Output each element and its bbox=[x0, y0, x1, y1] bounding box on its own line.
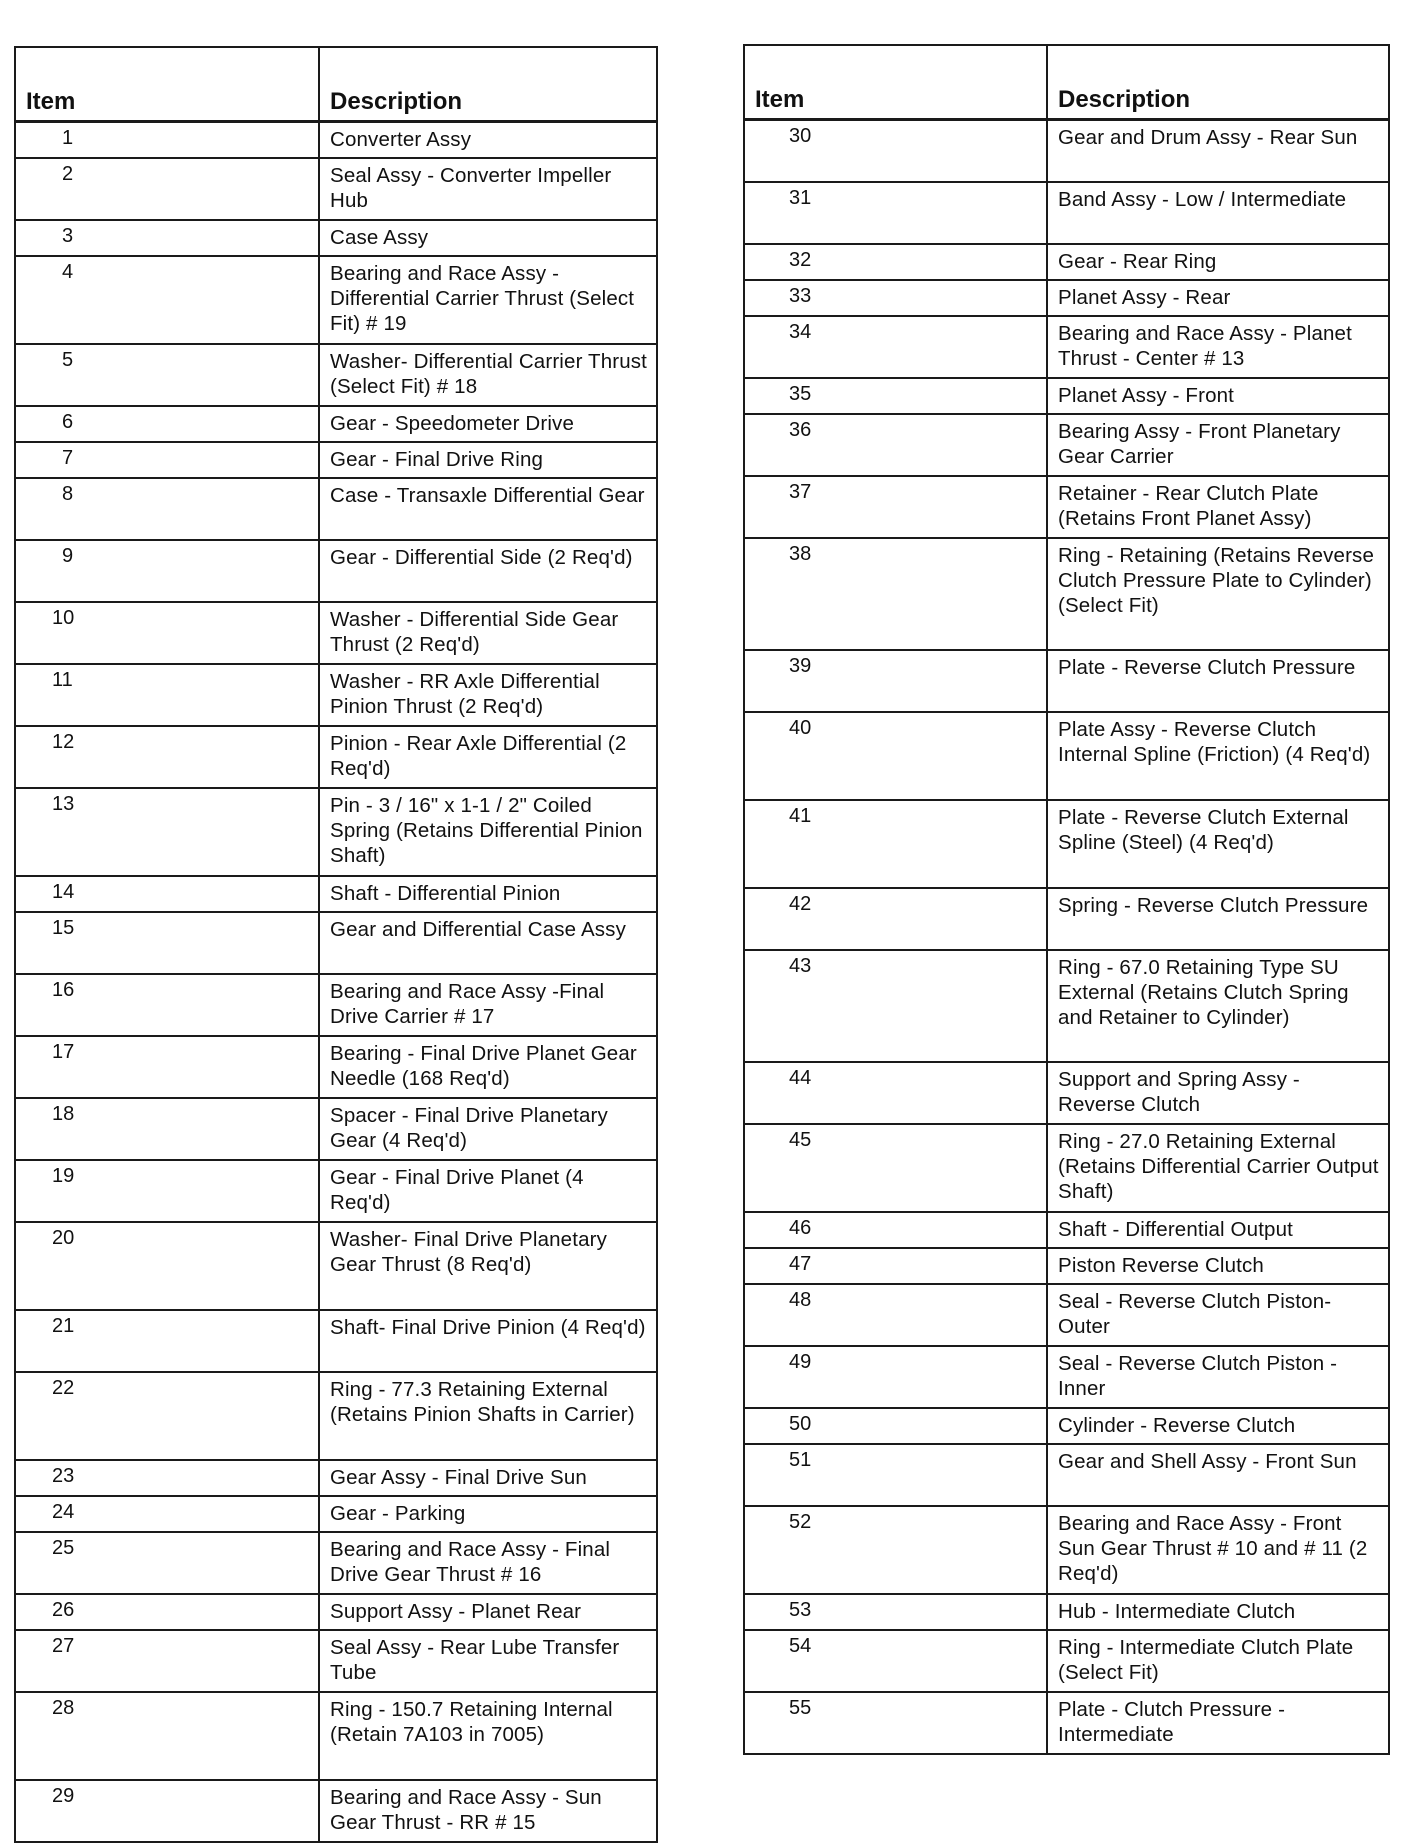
item-description: Gear - Differential Side (2 Req'd) bbox=[319, 540, 657, 602]
table-row bbox=[744, 950, 1389, 1062]
item-number: 10 bbox=[52, 606, 75, 629]
item-number: 47 bbox=[789, 1252, 812, 1275]
parts-table-right bbox=[743, 44, 1390, 1755]
table-row bbox=[15, 220, 657, 256]
item-description: Gear and Drum Assy - Rear Sun bbox=[1047, 120, 1389, 182]
item-number: 31 bbox=[789, 186, 812, 209]
item-number: 44 bbox=[789, 1066, 812, 1089]
table-row bbox=[744, 1408, 1389, 1444]
item-number: 12 bbox=[52, 730, 75, 753]
item-number-cell bbox=[15, 664, 319, 726]
item-description: Plate - Reverse Clutch External Spline (Steel) (4 Req'd) bbox=[1047, 800, 1389, 888]
table-row bbox=[15, 1160, 657, 1222]
item-description: Hub - Intermediate Clutch bbox=[1047, 1594, 1389, 1630]
item-number-cell bbox=[15, 158, 319, 220]
item-number: 30 bbox=[789, 125, 812, 147]
item-column-header: Item bbox=[744, 45, 1047, 120]
item-description: Seal - Reverse Clutch Piston- Outer bbox=[1047, 1284, 1389, 1346]
item-description: Shaft - Differential Pinion bbox=[319, 876, 657, 912]
item-number-cell bbox=[15, 788, 319, 876]
item-number: 16 bbox=[52, 978, 75, 1001]
item-number: 19 bbox=[52, 1164, 75, 1187]
item-description: Ring - Intermediate Clutch Plate (Select Fit) bbox=[1047, 1630, 1389, 1692]
item-number-cell bbox=[15, 974, 319, 1036]
item-number-cell bbox=[744, 1444, 1047, 1506]
item-description: Seal Assy - Converter Impeller Hub bbox=[319, 158, 657, 220]
item-number-cell bbox=[744, 1124, 1047, 1212]
item-number-cell bbox=[744, 1248, 1047, 1284]
table-row bbox=[15, 406, 657, 442]
item-number-cell bbox=[15, 1496, 319, 1532]
item-number-cell bbox=[744, 1692, 1047, 1754]
item-number-cell bbox=[15, 256, 319, 344]
table-header-row bbox=[15, 47, 657, 122]
item-number-cell bbox=[15, 1160, 319, 1222]
item-number-cell bbox=[15, 540, 319, 602]
table-row bbox=[15, 726, 657, 788]
item-description: Bearing and Race Assy - Planet Thrust - Center # 13 bbox=[1047, 316, 1389, 378]
item-number: 36 bbox=[789, 418, 812, 441]
item-description: Cylinder - Reverse Clutch bbox=[1047, 1408, 1389, 1444]
item-number: 34 bbox=[789, 320, 812, 343]
item-description: Bearing Assy - Front Planetary Gear Carrier bbox=[1047, 414, 1389, 476]
item-description: Gear and Shell Assy - Front Sun bbox=[1047, 1444, 1389, 1506]
item-number-cell bbox=[15, 726, 319, 788]
item-number: 48 bbox=[789, 1288, 812, 1311]
item-number-cell bbox=[744, 888, 1047, 950]
item-number: 28 bbox=[52, 1696, 75, 1719]
item-number: 7 bbox=[62, 446, 74, 469]
item-number-cell bbox=[15, 1692, 319, 1780]
item-number: 23 bbox=[52, 1464, 75, 1487]
item-description: Shaft- Final Drive Pinion (4 Req'd) bbox=[319, 1310, 657, 1372]
item-description: Case Assy bbox=[319, 220, 657, 256]
table-row bbox=[744, 1124, 1389, 1212]
item-number: 51 bbox=[789, 1448, 812, 1471]
item-number: 5 bbox=[62, 348, 74, 371]
table-row bbox=[744, 1248, 1389, 1284]
item-description: Gear - Final Drive Ring bbox=[319, 442, 657, 478]
item-number-cell bbox=[15, 220, 319, 256]
table-row bbox=[744, 1594, 1389, 1630]
item-description: Support Assy - Planet Rear bbox=[319, 1594, 657, 1630]
item-number: 32 bbox=[789, 248, 812, 271]
item-description: Plate - Reverse Clutch Pressure bbox=[1047, 650, 1389, 712]
item-number-cell bbox=[744, 1284, 1047, 1346]
item-number: 14 bbox=[52, 880, 75, 903]
item-number: 54 bbox=[789, 1634, 812, 1657]
table-row bbox=[744, 1062, 1389, 1124]
item-number: 38 bbox=[789, 542, 812, 565]
table-row bbox=[15, 1780, 657, 1842]
item-description: Pinion - Rear Axle Differential (2 Req'd) bbox=[319, 726, 657, 788]
item-number-cell bbox=[15, 344, 319, 406]
item-number: 3 bbox=[62, 224, 74, 247]
item-description: Spring - Reverse Clutch Pressure bbox=[1047, 888, 1389, 950]
item-description: Spacer - Final Drive Planetary Gear (4 Req'd) bbox=[319, 1098, 657, 1160]
item-number: 55 bbox=[789, 1696, 812, 1719]
item-description: Converter Assy bbox=[319, 122, 657, 158]
item-number-cell bbox=[744, 538, 1047, 650]
item-column-header: Item bbox=[15, 47, 319, 122]
table-row bbox=[15, 1692, 657, 1780]
item-number-cell bbox=[15, 122, 319, 158]
table-row bbox=[15, 256, 657, 344]
item-description: Plate Assy - Reverse Clutch Internal Spline (Friction) (4 Req'd) bbox=[1047, 712, 1389, 800]
table-row bbox=[744, 120, 1389, 182]
item-description: Ring - Retaining (Retains Reverse Clutch Pressure Plate to Cylinder) (Select Fit) bbox=[1047, 538, 1389, 650]
item-description: Bearing and Race Assy - Front Sun Gear Thrust # 10 and # 11 (2 Req'd) bbox=[1047, 1506, 1389, 1594]
table-row bbox=[15, 344, 657, 406]
item-number-cell bbox=[15, 876, 319, 912]
item-number-cell bbox=[15, 1460, 319, 1496]
item-number: 18 bbox=[52, 1102, 75, 1125]
item-number: 21 bbox=[52, 1314, 75, 1337]
item-number: 53 bbox=[789, 1598, 812, 1621]
item-number: 11 bbox=[52, 668, 73, 691]
item-number: 4 bbox=[62, 260, 74, 283]
item-description: Gear - Parking bbox=[319, 1496, 657, 1532]
item-number: 25 bbox=[52, 1536, 75, 1559]
item-number: 26 bbox=[52, 1598, 75, 1621]
description-column-header: Description bbox=[1047, 45, 1389, 120]
item-number-cell bbox=[744, 800, 1047, 888]
table-row bbox=[15, 876, 657, 912]
table-row bbox=[15, 1310, 657, 1372]
item-number: 52 bbox=[789, 1510, 812, 1533]
table-row bbox=[15, 912, 657, 974]
item-description: Retainer - Rear Clutch Plate (Retains Front Planet Assy) bbox=[1047, 476, 1389, 538]
description-column-header: Description bbox=[319, 47, 657, 122]
table-row bbox=[744, 182, 1389, 244]
table-row bbox=[15, 442, 657, 478]
item-description: Bearing and Race Assy -Final Drive Carrier # 17 bbox=[319, 974, 657, 1036]
item-number: 6 bbox=[62, 410, 74, 433]
item-number-cell bbox=[744, 1212, 1047, 1248]
item-number: 45 bbox=[789, 1128, 812, 1151]
item-number-cell bbox=[744, 1346, 1047, 1408]
table-row bbox=[744, 414, 1389, 476]
table-row bbox=[744, 650, 1389, 712]
item-number-cell bbox=[15, 1532, 319, 1594]
item-number-cell bbox=[744, 650, 1047, 712]
table-row bbox=[744, 712, 1389, 800]
item-description: Gear Assy - Final Drive Sun bbox=[319, 1460, 657, 1496]
item-description: Ring - 77.3 Retaining External (Retains Pinion Shafts in Carrier) bbox=[319, 1372, 657, 1460]
item-number: 41 bbox=[789, 804, 812, 827]
item-description: Bearing and Race Assy - Final Drive Gear Thrust # 16 bbox=[319, 1532, 657, 1594]
item-description: Seal - Reverse Clutch Piston - Inner bbox=[1047, 1346, 1389, 1408]
table-row bbox=[15, 1496, 657, 1532]
item-number-cell bbox=[744, 476, 1047, 538]
table-row bbox=[744, 1346, 1389, 1408]
item-description: Washer- Differential Carrier Thrust (Select Fit) # 18 bbox=[319, 344, 657, 406]
item-number-cell bbox=[15, 442, 319, 478]
item-description: Washer - RR Axle Differential Pinion Thrust (2 Req'd) bbox=[319, 664, 657, 726]
item-number-cell bbox=[744, 244, 1047, 280]
item-description: Support and Spring Assy - Reverse Clutch bbox=[1047, 1062, 1389, 1124]
table-row bbox=[744, 1506, 1389, 1594]
item-number-cell bbox=[15, 1098, 319, 1160]
item-number-cell bbox=[15, 602, 319, 664]
item-description: Band Assy - Low / Intermediate bbox=[1047, 182, 1389, 244]
item-description: Bearing and Race Assy - Differential Carrier Thrust (Select Fit) # 19 bbox=[319, 256, 657, 344]
table-row bbox=[744, 800, 1389, 888]
table-row bbox=[15, 1630, 657, 1692]
item-number: 37 bbox=[789, 480, 812, 503]
item-description: Ring - 150.7 Retaining Internal (Retain 7A103 in 7005) bbox=[319, 1692, 657, 1780]
item-number-cell bbox=[15, 1222, 319, 1310]
item-number: 8 bbox=[62, 482, 74, 505]
item-number-cell bbox=[15, 1372, 319, 1460]
table-row bbox=[744, 1692, 1389, 1754]
item-number: 29 bbox=[52, 1784, 75, 1807]
item-description: Planet Assy - Front bbox=[1047, 378, 1389, 414]
table-row bbox=[15, 1460, 657, 1496]
item-number-cell bbox=[744, 1408, 1047, 1444]
item-number: 13 bbox=[52, 792, 75, 815]
item-description: Piston Reverse Clutch bbox=[1047, 1248, 1389, 1284]
item-number-cell bbox=[744, 280, 1047, 316]
item-number-cell bbox=[15, 406, 319, 442]
table-row bbox=[15, 1532, 657, 1594]
item-number-cell bbox=[744, 182, 1047, 244]
item-number: 50 bbox=[789, 1412, 812, 1435]
table-row bbox=[744, 244, 1389, 280]
table-row bbox=[15, 1098, 657, 1160]
item-number-cell bbox=[15, 912, 319, 974]
item-number: 17 bbox=[52, 1040, 75, 1063]
item-number: 33 bbox=[789, 284, 812, 307]
table-row bbox=[15, 122, 657, 158]
item-description: Planet Assy - Rear bbox=[1047, 280, 1389, 316]
table-row bbox=[15, 974, 657, 1036]
parts-table-left bbox=[14, 46, 658, 1843]
item-description: Shaft - Differential Output bbox=[1047, 1212, 1389, 1248]
item-description: Washer- Final Drive Planetary Gear Thrust (8 Req'd) bbox=[319, 1222, 657, 1310]
table-row bbox=[744, 476, 1389, 538]
item-number: 15 bbox=[52, 916, 75, 939]
table-row bbox=[15, 1036, 657, 1098]
item-description: Gear - Final Drive Planet (4 Req'd) bbox=[319, 1160, 657, 1222]
table-row bbox=[15, 540, 657, 602]
item-number-cell bbox=[744, 316, 1047, 378]
item-description: Seal Assy - Rear Lube Transfer Tube bbox=[319, 1630, 657, 1692]
table-row bbox=[744, 378, 1389, 414]
table-row bbox=[15, 1594, 657, 1630]
item-description: Bearing - Final Drive Planet Gear Needle (168 Req'd) bbox=[319, 1036, 657, 1098]
table-row bbox=[15, 664, 657, 726]
item-number: 46 bbox=[789, 1216, 812, 1239]
item-number: 49 bbox=[789, 1350, 812, 1373]
item-description: Gear - Speedometer Drive bbox=[319, 406, 657, 442]
item-number-cell bbox=[15, 1630, 319, 1692]
item-number-cell bbox=[744, 712, 1047, 800]
item-number: 35 bbox=[789, 382, 812, 405]
item-description: Case - Transaxle Differential Gear bbox=[319, 478, 657, 540]
item-number: 1 bbox=[62, 127, 74, 149]
item-number: 40 bbox=[789, 716, 812, 739]
table-row bbox=[744, 888, 1389, 950]
table-row bbox=[744, 538, 1389, 650]
item-number: 22 bbox=[52, 1376, 75, 1399]
table-row bbox=[744, 1284, 1389, 1346]
item-number: 24 bbox=[52, 1500, 75, 1523]
item-number: 20 bbox=[52, 1226, 75, 1249]
item-number: 9 bbox=[62, 544, 74, 567]
table-row bbox=[15, 1372, 657, 1460]
table-row bbox=[15, 1222, 657, 1310]
table-row bbox=[15, 788, 657, 876]
item-description: Washer - Differential Side Gear Thrust (2 Req'd) bbox=[319, 602, 657, 664]
item-number-cell bbox=[15, 1310, 319, 1372]
item-description: Gear and Differential Case Assy bbox=[319, 912, 657, 974]
item-number-cell bbox=[744, 120, 1047, 182]
table-row bbox=[15, 602, 657, 664]
table-row bbox=[744, 280, 1389, 316]
item-number-cell bbox=[744, 378, 1047, 414]
table-row bbox=[15, 478, 657, 540]
item-description: Plate - Clutch Pressure - Intermediate bbox=[1047, 1692, 1389, 1754]
table-row bbox=[15, 158, 657, 220]
item-number-cell bbox=[15, 478, 319, 540]
item-description: Pin - 3 / 16" x 1-1 / 2" Coiled Spring (Retains Differential Pinion Shaft) bbox=[319, 788, 657, 876]
item-number-cell bbox=[744, 1630, 1047, 1692]
table-row bbox=[744, 1212, 1389, 1248]
item-number-cell bbox=[744, 1506, 1047, 1594]
item-number: 39 bbox=[789, 654, 812, 677]
table-row bbox=[744, 316, 1389, 378]
item-description: Ring - 67.0 Retaining Type SU External (Retains Clutch Spring and Retainer to Cylinder) bbox=[1047, 950, 1389, 1062]
item-number-cell bbox=[744, 1594, 1047, 1630]
item-number-cell bbox=[744, 950, 1047, 1062]
item-number: 43 bbox=[789, 954, 812, 977]
item-number-cell bbox=[744, 1062, 1047, 1124]
item-number-cell bbox=[744, 414, 1047, 476]
item-number-cell bbox=[15, 1780, 319, 1842]
item-number: 2 bbox=[62, 162, 74, 185]
item-number-cell bbox=[15, 1594, 319, 1630]
item-number-cell bbox=[15, 1036, 319, 1098]
item-description: Ring - 27.0 Retaining External (Retains Differential Carrier Output Shaft) bbox=[1047, 1124, 1389, 1212]
item-description: Gear - Rear Ring bbox=[1047, 244, 1389, 280]
table-header-row bbox=[744, 45, 1389, 120]
item-description: Bearing and Race Assy - Sun Gear Thrust - RR # 15 bbox=[319, 1780, 657, 1842]
item-number: 42 bbox=[789, 892, 812, 915]
item-number: 27 bbox=[52, 1634, 75, 1657]
table-row bbox=[744, 1444, 1389, 1506]
table-row bbox=[744, 1630, 1389, 1692]
